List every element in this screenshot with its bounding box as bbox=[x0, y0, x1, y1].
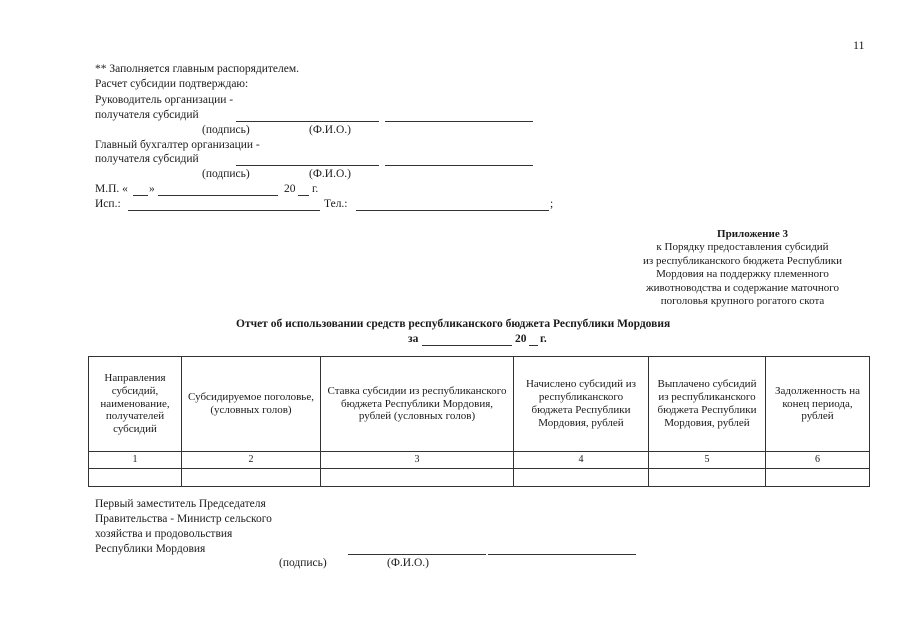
head-name-caption: (Ф.И.О.) bbox=[309, 124, 351, 136]
head-name-line bbox=[385, 121, 533, 122]
page-number: 11 bbox=[853, 38, 865, 52]
table-cell bbox=[649, 469, 766, 487]
chief-name-line bbox=[385, 165, 533, 166]
signatory-line2: Правительства - Министр сельского bbox=[95, 513, 272, 525]
chief-sign-caption: (подпись) bbox=[202, 168, 250, 180]
appendix-line: Мордовия на поддержку племенного bbox=[656, 268, 829, 281]
column-number: 3 bbox=[321, 452, 514, 469]
column-number: 4 bbox=[514, 452, 649, 469]
head-title-line1: Руководитель организации - bbox=[95, 94, 234, 106]
table-row bbox=[89, 469, 870, 487]
appendix-line: из республиканского бюджета Республики bbox=[642, 254, 842, 267]
chief-name-caption: (Ф.И.О.) bbox=[309, 168, 351, 180]
chief-signature-line bbox=[236, 165, 379, 166]
table-number-row bbox=[89, 452, 870, 469]
table-cell bbox=[766, 469, 870, 487]
stamp-year-line bbox=[298, 195, 309, 196]
stamp-month-line bbox=[158, 195, 278, 196]
head-title-line2: получателя субсидий bbox=[95, 109, 199, 121]
appendix-line: животноводства и содержание маточного bbox=[645, 281, 839, 294]
tel-label: Тел.: bbox=[324, 198, 348, 210]
column-number: 2 bbox=[182, 452, 321, 469]
signatory-line1: Первый заместитель Председателя bbox=[95, 498, 266, 510]
filled-by-note: ** Заполняется главным распорядителем. bbox=[95, 63, 300, 75]
signatory-name-caption: (Ф.И.О.) bbox=[387, 557, 429, 569]
signatory-sign-line bbox=[348, 554, 486, 555]
table-header-cell: Направления субсидий, наименование, получателей субсидий bbox=[89, 357, 182, 452]
report-period-line bbox=[422, 345, 512, 346]
report-period-year: 20 bbox=[515, 333, 527, 345]
stamp-mid: » bbox=[149, 183, 155, 195]
signatory-sign-caption: (подпись) bbox=[279, 557, 327, 569]
table-cell bbox=[321, 469, 514, 487]
signatory-line3: хозяйства и продовольствия bbox=[95, 528, 233, 540]
report-period-suffix: г. bbox=[540, 333, 547, 345]
column-number: 6 bbox=[766, 452, 870, 469]
report-title: Отчет об использовании средств республиканского бюджета Республики Мордовия bbox=[236, 318, 671, 330]
stamp-year: 20 bbox=[284, 183, 296, 195]
report-year-line bbox=[529, 345, 538, 346]
appendix-line: к Порядку предоставления субсидий bbox=[656, 241, 829, 254]
chief-accountant-line2: получателя субсидий bbox=[95, 153, 199, 165]
head-sign-caption: (подпись) bbox=[202, 124, 250, 136]
head-signature-line bbox=[236, 121, 379, 122]
signatory-name-line bbox=[488, 554, 636, 555]
confirm-label: Расчет субсидии подтверждаю: bbox=[95, 78, 249, 90]
table-header-cell: Ставка субсидии из республиканского бюджета Республики Мордовия, рублей (условных голов) bbox=[321, 357, 514, 452]
table-header-cell: Задолженность на конец периода, рублей bbox=[766, 357, 870, 452]
table-cell bbox=[182, 469, 321, 487]
appendix-line: поголовья крупного рогатого скота bbox=[660, 295, 825, 308]
signatory-line4: Республики Мордовия bbox=[95, 543, 206, 555]
appendix-block bbox=[620, 228, 865, 308]
column-number: 1 bbox=[89, 452, 182, 469]
column-number: 5 bbox=[649, 452, 766, 469]
stamp-suffix: г. bbox=[312, 183, 319, 195]
executor-label: Исп.: bbox=[95, 198, 121, 210]
appendix-title: Приложение 3 bbox=[717, 228, 788, 240]
stamp-prefix: М.П. « bbox=[95, 183, 128, 195]
table-header-cell: Субсидируемое поголовье, (условных голов) bbox=[182, 357, 321, 452]
table-header-row bbox=[89, 357, 870, 452]
table-cell bbox=[514, 469, 649, 487]
tel-line bbox=[356, 210, 549, 211]
report-period-prefix: за bbox=[408, 333, 419, 345]
executor-line bbox=[128, 210, 320, 211]
stamp-day-line bbox=[133, 195, 148, 196]
tel-end: ; bbox=[550, 198, 554, 210]
chief-accountant-line1: Главный бухгалтер организации - bbox=[95, 139, 260, 151]
table-header-cell: Выплачено субсидий из республиканского бюджета Республики Мордовия, рублей bbox=[649, 357, 766, 452]
report-table bbox=[88, 356, 870, 487]
table-header-cell: Начислено субсидий из республиканского бюджета Республики Мордовия, рублей bbox=[514, 357, 649, 452]
table-cell bbox=[89, 469, 182, 487]
